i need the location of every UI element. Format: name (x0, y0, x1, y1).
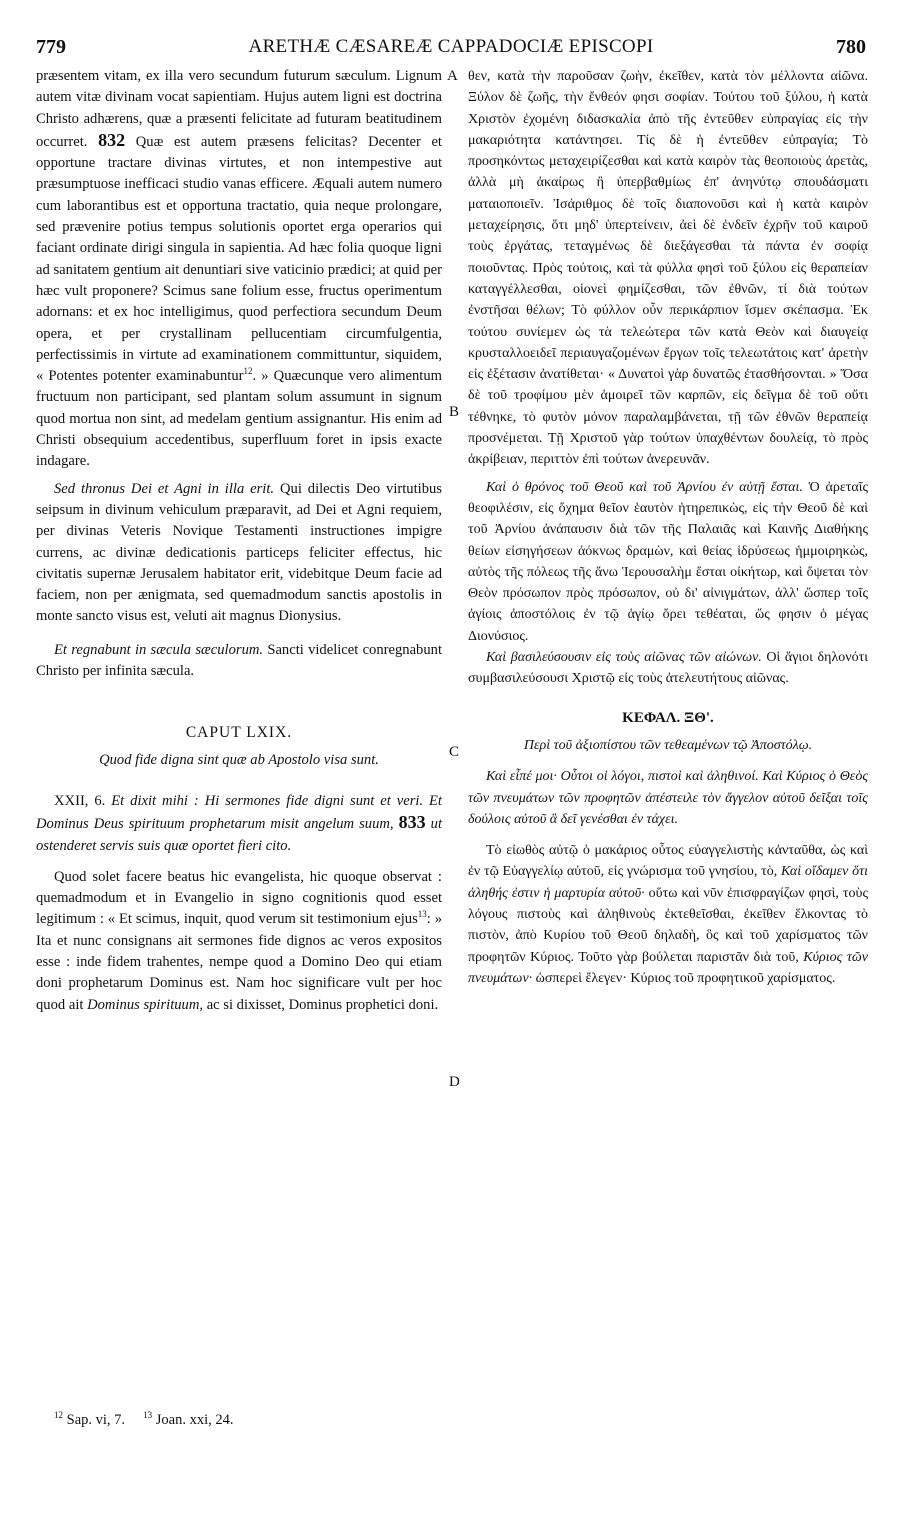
page-number-left: 779 (36, 36, 66, 58)
greek-paragraph: θεν, κατὰ τὴν παροῦσαν ζωὴν, ἐκεῖθεν, κατὰ τὸν μέλλοντα αἰῶνα. Ξύλον δὲ ζωῆς, τὴν ἔνθεόν φησι σοφίαν. Τούτου τοῦ ξύλου, ἡ κατὰ Χριστὸν ἐχομένη διδασκαλία ἀπὸ τῆς ἐντεῦθεν εὐπραγίας εἰς τὴν μακαριότητα κατάντησει. Τίς δὲ ἡ ἐντεῦθεν εὐπραγία; Τὸ προσηκόντως μεταχειρίζεσθαι καὶ κατὰ καιρὸν τὰς θεοποιοὺς ἀρετὰς, ἀλλὰ μὴ ἀκαίρως ἢ ὑπερβαθμίως ἐπ' ἀνηνύτῳ σπουδάσματι ματαιοποιεῖν. Ἰσάριθμος δὲ τοῖς διαπονοῦσι καὶ ἡ κατὰ καιρὸν μεταχείρησις, ὅτι μηδ' ὑπερτείνειν, ἀεὶ δὲ ἐνδεῖν ἐχρῆν τοῦ καιροῦ τοὺς ἐργάτας, τεταγμένως δὲ διεξάγεσθαι τὰ πάντα ἐν σοφίᾳ ποιοῦντας. Πρὸς τούτοις, καὶ τὰ φύλλα φησὶ τοῦ ξύλου εἰς θεραπείαν καταγγέλλεσθαι, οἱονεὶ φημίζεσθαι, τῶν ἐθνῶν, τί διὰ τούτων ἐνστῆσαι θέλων; Τὸ φύλλον οὖν περικάρπιον ἴσμεν σκέπασμα. Ἐκ τούτου συνίεμεν ὡς τὰ τελεώτερα τῶν κατὰ Θεὸν καὶ διαυγείᾳ κρυσταλλοειδεῖ περιαυγαζομένων ἔργων τοῖς τελεωτάτοις κατ' ἀρετὴν εἰς ἐξέτασιν ἀνατίθεται· « Δυνατοὶ γὰρ δυνατῶς ἐτασθήσονται. » Ὅσα δὲ τοῦ τροφίμου μὲν ἀμοιρεῖ τῶν καρπῶν, εἰς δεῖγμα δὲ τοῦ οὔτι τέθνηκε, τὸ φυτὸν μόνον παραλαμβάνεται, τῇ τῶν ἐθνῶν θεραπείᾳ προσνέμεται. Τῇ Χριστοῦ γὰρ τούτων ὑπαχθέντων δουλείᾳ, τὸ πρὸς ἀκρίβειαν, περιττὸν ἐπὶ τούτων ἀνερευνᾶν. (468, 69, 868, 468)
footnote-number: 12 (54, 1410, 63, 1420)
chapter-subtitle-latin: Quod fide digna sint quæ ab Apostolo visa sunt. (99, 751, 379, 768)
footnotes (54, 1410, 234, 1429)
chapter-heading-greek: ΚΕΦΑΛ. ΞΘ'. (622, 709, 714, 726)
latin-paragraph: præsentem vitam, ex illa vero secundum futurum sæculum. Lignum autem vitæ divinam vocat sapientiam. Hujus autem ligni est doctrina Christo adhærens, quæ a præsenti felicitate ad futuram beatitudinem occurret. 832 Quæ est autem præsens felicitas? Decenter et opportune tractare divinas virtutes, et non intempestive aut præsumptuose inefficaci studio vanas efficere. Æquali autem numero cum laborantibus est et opportuna tractatio, quia neque prolongare, sed prævenire potius tempus solutionis oportet erga operarios qui faciant ordinate dirigi singula in sapientia. Ad hæc folia quoque ligni ad sanitatem gentium ait denuntiari sive vaticinio prædici; at quid per hæc vult proponere? Scimus sane folium esse, fructus operimentum adornans: et ex hoc intelligimus, quod perfectiora secundum Deum opera, et per crystallinam pellucentiam circumfulgentia, perfectissimis in virtute ad examinationem committuntur, siquidem, « Potentes potenter examinabuntur$^{12}$. » Quæcunque vero alimentum fructuum non participant, sed plantam solum assumunt in signum quod mortua non sint, ad medelam gentium assignantur. His enim ad Christi obsequium accedentibus, superfluum foret in ipsis exacte indagare. (36, 68, 442, 470)
greek-paragraph: Καὶ βασιλεύσουσιν εἰς τοὺς αἰῶνας τῶν αἰώνων. Οἱ ἅγιοι δηλονότι συμβασιλεύσουσι Χριστῷ εἰς τοὺς ἀτελευτήτους αἰῶνας. (468, 650, 868, 687)
greek-paragraph: Τὸ εἰωθὸς αὐτῷ ὁ μακάριος οὗτος εὐαγγελιστὴς κἀνταῦθα, ὡς καὶ ἐν τῷ Εὐαγγελίῳ αὐτοῦ, εἰς γνώρισμα τοῦ γνησίου, τὸ, Καὶ οἴδαμεν ὅτι ἀληθής ἐστιν ἡ μαρτυρία αὐτοῦ· οὕτω καὶ νῦν ἐπισφραγίζων φησὶ, τοὺς λόγους πιστοὺς καὶ ἀληθινοὺς ἐκτεθεῖσθαι, ἐκεῖθεν ἕλκοντας τὸ πιστὸν, ἀπὸ Κυρίου τοῦ Θεοῦ δηλαδὴ, ὃς καὶ τοῦ χαρίσματος τῶν προφητῶν Κύριος. Τοῦτο γὰρ βούλεται παριστᾶν διὰ τοῦ, Κύριος τῶν πνευμάτων· ὡσπερεὶ ἔλεγεν· Κύριος τοῦ προφητικοῦ χαρίσματος. (468, 843, 869, 986)
latin-paragraph: Sed thronus Dei et Agni in illa erit. Qui dilectis Deo virtutibus seipsum in divinum vehiculum præparavit, ad Dei et Agni requiem, per divinas Veteris Novique Testamenti instructiones impigre currens, ac divinæ dedicationis particeps feliciter effectus, hic civitatis supernæ Jerusalem habitator erit, videbitque Deum facie ad faciem, non per ænigmata, sed quemadmodum sanctis apostolis in monte sancto visus est, veluti ait magnus Dionysius. (36, 480, 442, 625)
latin-verse: XXII, 6. Et dixit mihi : Hi sermones fide digni sunt et veri. Et Dominus Deus spirituum prophetarum misit angelum suum, 833 ut ostenderet servis suis quæ oportet fieri cito. (36, 792, 442, 854)
latin-paragraph: Quod solet facere beatus hic evangelista, hic quoque observat : quemadmodum et in Evangelio in signo cognitionis quod esset legitimum : « Et scimus, inquit, quod verum sit testimonium ejus$^{13}$: » Ita et nunc consignans ait sermones fide dignos ac veros expositos esse : inde fidem trahentes, nempe quod a Domino Deo qui etiam doni prophetarum Dominus est. Nam hoc significare vult per hoc quod ait Dominus spirituum, ac si dixisset, Dominus prophetici doni. (36, 868, 442, 1013)
page-number-right: 780 (836, 36, 866, 58)
running-title: ARETHÆ CÆSAREÆ CAPPADOCIÆ EPISCOPI (248, 36, 654, 57)
column-marker-a: A (447, 68, 458, 84)
greek-paragraph: Καὶ ὁ θρόνος τοῦ Θεοῦ καὶ τοῦ Ἀρνίου ἐν αὐτῇ ἔσται. Ὁ ἀρεταῖς θεοφιλέσιν, εἰς ὄχημα θεῖον ἑαυτὸν ἡτηρεπικὼς, εἰς τὴν Θεοῦ δὲ καὶ τοῦ Ἀρνίου ἀνάπαυσιν διὰ τῶν τῆς Παλαιᾶς καὶ Καινῆς Διαθήκης θείων εἰσηγήσεων ἀόκνως δραμὼν, καὶ θείας ἱδρύσεως ἡμμοιρηκὼς, αὐτὸς τῆς πόλεως τῆς ἄνω Ἱερουσαλὴμ ἔσται οἰκήτωρ, καὶ ὄψεται τὸν Θεὸν πρόσωπον πρὸς πρόσωπον, οὐ δι' αἰνιγμάτων, ἀλλ' ὥσπερ τοῖς ἁγίοις ἀποστόλοις ἐν τῷ ἁγίῳ ὄρει τεθέαται, ὥς φησιν ὁ μέγας Διονύσιος. (468, 479, 868, 644)
margin-number-832: 832 (98, 129, 126, 150)
latin-paragraph: Et regnabunt in sæcula sæculorum. Sancti videlicet conregnabunt Christo per infinita sæcula. (36, 641, 442, 680)
chapter-subtitle-greek: Περὶ τοῦ ἀξιοπίστου τῶν τεθεαμένων τῷ Ἀποστόλῳ. (523, 737, 813, 753)
footnote-ref-12: 12 (243, 366, 253, 377)
footnote-ref-13: 13 (417, 909, 427, 920)
greek-verse: Καὶ εἶπέ μοι· Οὗτοι οἱ λόγοι, πιστοὶ καὶ ἀληθινοί. Καὶ Κύριος ὁ Θεὸς τῶν πνευμάτων τῶν προφητῶν ἀπέστειλε τὸν ἄγγελον αὐτοῦ δεῖξαι τοῖς δούλοις αὐτοῦ ἃ δεῖ γενέσθαι ἐν τάχει. (468, 769, 868, 827)
running-header (36, 36, 866, 62)
column-marker-d: D (449, 1074, 460, 1090)
latin-column (36, 66, 442, 1016)
footnote-text: Joan. xxi, 24. (155, 1411, 234, 1428)
footnote-number: 13 (143, 1410, 153, 1420)
greek-column (468, 66, 868, 989)
footnote-text: Sap. vi, 7. (66, 1411, 126, 1428)
chapter-heading-latin: CAPUT LXIX. (185, 724, 293, 742)
column-marker-c: C (449, 744, 460, 760)
margin-number-833: 833 (398, 812, 426, 833)
column-marker-b: B (449, 404, 460, 420)
